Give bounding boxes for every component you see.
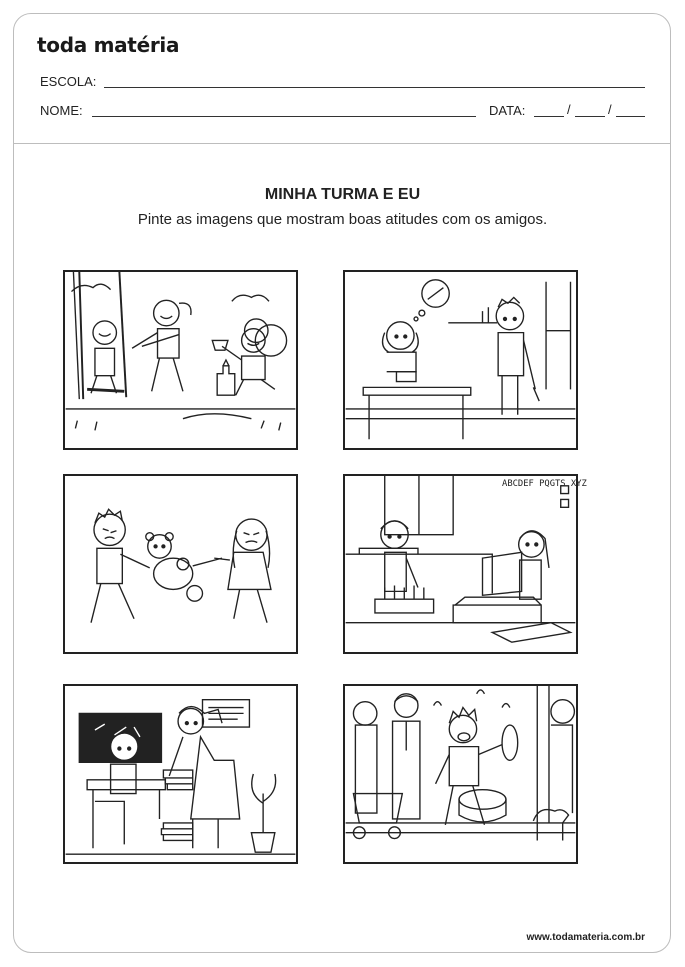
footer-url[interactable]: www.todamateria.com.br: [526, 932, 645, 943]
girl-giving-books-to-boy-illustration: [65, 686, 296, 862]
girl-at-desk-boy-holding-pencil-illustration: [345, 272, 576, 448]
school-field[interactable]: [104, 87, 645, 88]
illustration-playground[interactable]: [63, 270, 298, 450]
date-separator: /: [608, 102, 612, 117]
kids-playing-swing-sandcastle-illustration: [65, 272, 296, 448]
illustration-noisy-drum[interactable]: [343, 684, 578, 864]
date-separator: /: [567, 102, 571, 117]
illustration-classroom-activities[interactable]: [343, 474, 587, 654]
date-day-field[interactable]: [534, 116, 564, 117]
name-label: NOME:: [40, 103, 83, 118]
illustration-teddy-fight[interactable]: [63, 474, 298, 654]
boy-banging-drum-cymbal-illustration: [345, 686, 576, 862]
name-field[interactable]: [92, 116, 476, 117]
eye-chart-text: ABCDEF PQGTS XYZ: [502, 478, 587, 489]
illustration-classroom-pencil[interactable]: [343, 270, 578, 450]
school-label: ESCOLA:: [40, 74, 97, 89]
header-divider: [13, 143, 671, 144]
illustration-sharing-books[interactable]: [63, 684, 298, 864]
date-label: DATA:: [489, 103, 526, 118]
worksheet-instruction: Pinte as imagens que mostram boas atitudes com os amigos.: [137, 211, 548, 228]
kids-fighting-over-teddy-bear-illustration: [65, 476, 296, 652]
date-month-field[interactable]: [575, 116, 605, 117]
brand-logo: toda matéria: [37, 33, 180, 57]
kids-doing-classroom-activities-illustration: [345, 476, 587, 652]
worksheet-title: MINHA TURMA E EU: [264, 186, 421, 203]
date-year-field[interactable]: [616, 116, 645, 117]
